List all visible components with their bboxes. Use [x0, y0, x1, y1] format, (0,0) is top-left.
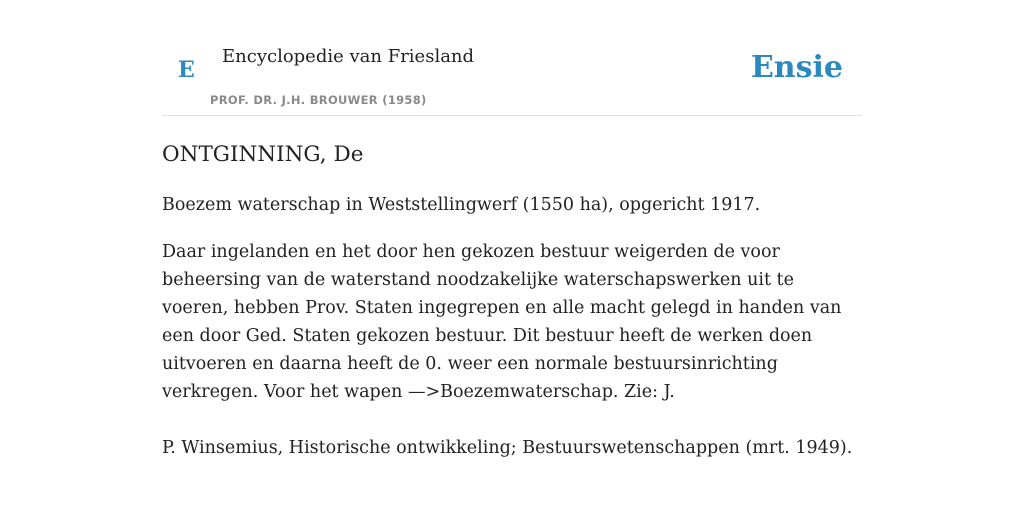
entry-title: ONTGINNING, De [162, 142, 364, 167]
entry-paragraph: Boezem waterschap in Weststellingwerf (1550 ha), opgericht 1917. [162, 195, 761, 215]
page [162, 0, 862, 462]
book-author: PROF. DR. J.H. BROUWER (1958) [210, 93, 427, 107]
entry-paragraph: P. Winsemius, Historische ontwikkeling; Bestuurswetenschappen (mrt. 1949). [162, 438, 853, 458]
entry-paragraph: Daar ingelanden en het door hen gekozen bestuur weigerden de voor beheersing van de waterstand noodzakelijke waterschapswerken uit te voeren, hebben Prov. Staten ingegrepen en alle macht gelegd in handen van een door Ged. Staten gekozen bestuur. Dit bestuur heeft de werken doen uitvoeren en daarna heeft de 0. weer een normale bestuursinrichting verkregen. Voor het wapen —>Boezemwaterschap. Zie: J. [162, 242, 842, 402]
book-logo-icon[interactable]: E [178, 57, 195, 83]
book-title[interactable]: Encyclopedie van Friesland [222, 46, 475, 67]
book-header [162, 42, 862, 116]
ensie-logo-link[interactable]: Ensie [750, 50, 843, 85]
